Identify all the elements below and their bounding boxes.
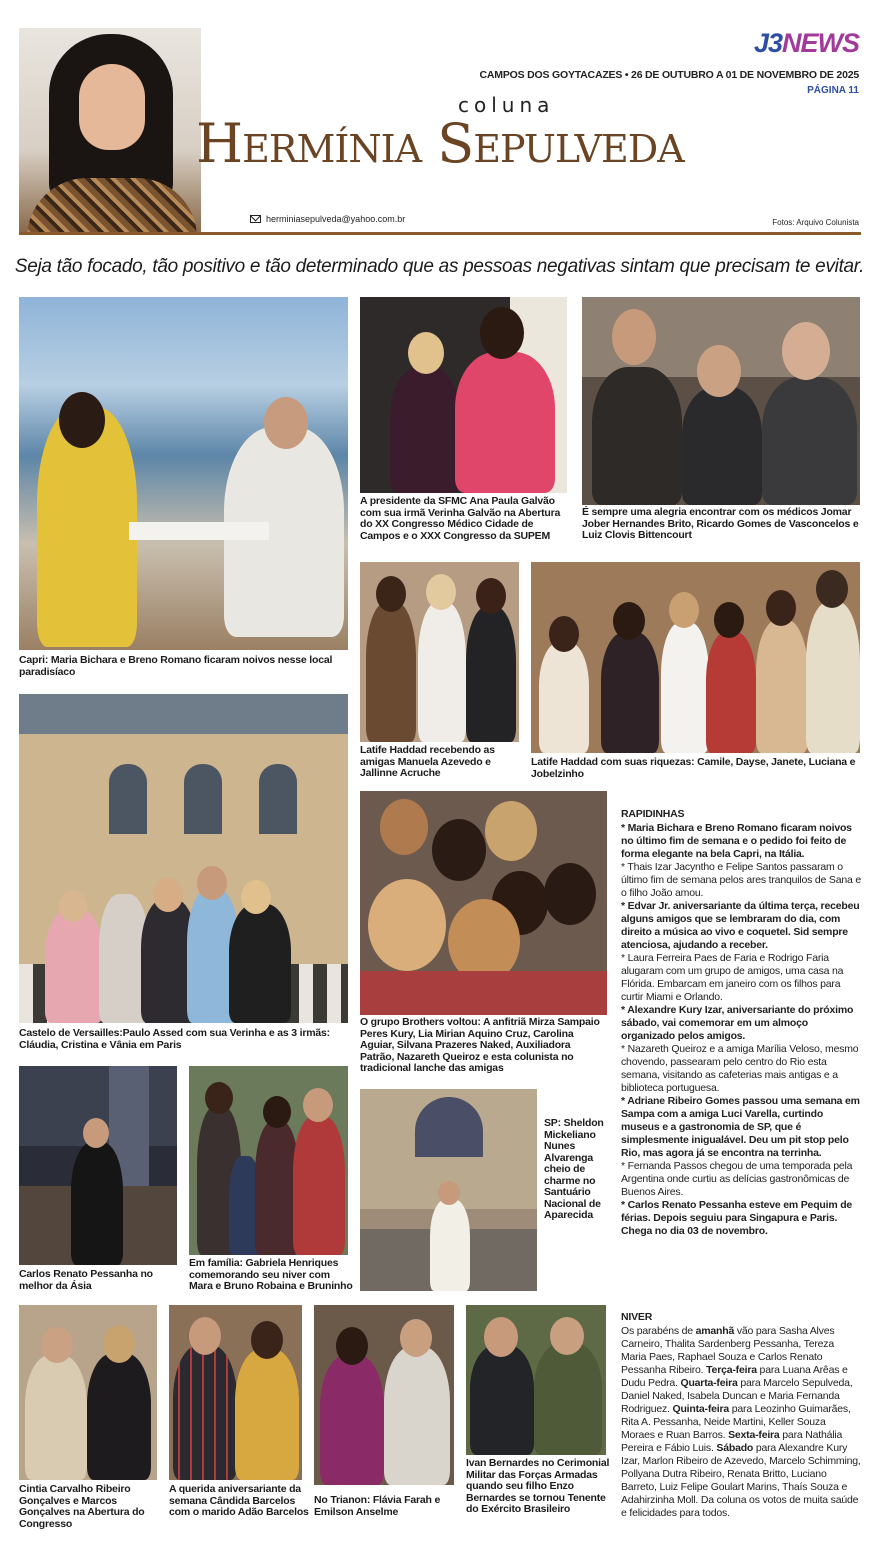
newspaper-logo[interactable]: J3NEWS <box>753 28 859 58</box>
niver-title: NIVER <box>621 1311 653 1323</box>
rapidinhas-item: * Carlos Renato Pessanha esteve em Pequim de férias. Depois seguiu para Singapura e Paris. Chega no dia 03 de novembro. <box>621 1199 853 1237</box>
rapidinhas-item: * Fernanda Passos chegou de uma temporada pela Argentina onde curtiu as delícias gastronômicas de Buenos Aires. <box>621 1160 853 1198</box>
rapidinhas-item: * Adriane Ribeiro Gomes passou uma semana em Sampa com a amiga Luci Varella, curtindo museus e a gastronomia de SP, que é simplesmente inigualável. Deu um pit stop pelo Rio, mas agora já se encontra na terrinha. <box>621 1095 860 1159</box>
photo-credit: Fotos: Arquivo Colunista <box>772 218 859 227</box>
niver-text: Os parabéns de amanhã vão para Sasha Alves Carneiro, Thalita Sardenberg Pessanha, Tereza Maria Paes, Raphael Souza e Carlos Renato Pessanha Ribeiro. Terça-feira para Luana Arêas e Dudu Pedra. Quarta-feira para Marcelo Sepulveda, Daniel Naked, Isabela Duncan e Maria Fernanda Rodriguez. Quinta-feira para Leozinho Guimarães, Rita A. Pessanha, Neide Martini, Keller Souza Moraes e Ruan Barros. Sexta-feira para Nathália Pereira e Fábio Luis. Sábado para Alexandre Kury Izar, Marlon Ribeiro de Azevedo, Marcelo Schimming, Pollyana Dutra Ribeiro, Renata Britto, Luciano Barreto, Luiz Felipe Goulart Marins, Thaís Souza e Adahirzinha Moll. Da coluna os votos de muita saúde e felicidades para todos. <box>621 1325 861 1519</box>
photo-capri <box>19 297 348 650</box>
photo-sfmc <box>360 297 567 493</box>
rapidinhas-item: * Maria Bichara e Breno Romano ficaram noivos no último fim de semana e o pedido foi feito de forma elegante na bela Capri, na Itália. <box>621 822 852 860</box>
photo-ivan <box>466 1305 606 1455</box>
column-label: coluna <box>458 93 555 117</box>
caption-medicos: É sempre uma alegria encontrar com os médicos Jomar Jober Hernandes Brito, Ricardo Gomes de Vasconcelos e Luiz Clovis Bittencourt <box>582 506 859 541</box>
rapidinhas-item: * Nazareth Queiroz e a amiga Marília Veloso, mesmo chovendo, passearam pelo centro do Rio esta semana, visitando as cafeterias mais antigas e a biblioteca portuguesa. <box>621 1043 859 1094</box>
caption-trianon: No Trianon: Flávia Farah e Emilson Anselme <box>314 1494 441 1518</box>
page-number: PÁGINA 11 <box>807 85 859 96</box>
motto: Seja tão focado, tão positivo e tão determinado que as pessoas negativas sintam que precisam te evitar. <box>14 256 865 277</box>
caption-candida: A querida aniversariante da semana Cândida Barcelos com o marido Adão Barcelos <box>169 1483 309 1518</box>
caption-latife-1: Latife Haddad recebendo as amigas Manuela Azevedo e Jallinne Acruche <box>360 744 495 779</box>
rapidinhas-column <box>621 808 861 1238</box>
caption-carlos: Carlos Renato Pessanha no melhor da Ásia <box>19 1268 153 1292</box>
envelope-icon <box>250 215 261 223</box>
photo-versailles <box>19 694 348 1023</box>
photo-familia <box>189 1066 348 1255</box>
rapidinhas-title: RAPIDINHAS <box>621 808 685 820</box>
photo-latife-2 <box>531 562 860 753</box>
photo-medicos <box>582 297 860 505</box>
niver-column <box>621 1311 861 1520</box>
dateline: CAMPOS DOS GOYTACAZES • 26 DE OUTUBRO A 01 DE NOVEMBRO DE 2025 <box>479 69 859 81</box>
rapidinhas-item: * Thais Izar Jacynthо e Felipe Santos passaram o último fim de semana pelos ares tranquilos de Sana e o filho João amou. <box>621 861 861 899</box>
caption-cintia: Cintia Carvalho Ribeiro Gonçalves e Marcos Gonçalves na Abertura do Congresso <box>19 1483 145 1530</box>
rapidinhas-item: * Laura Ferreira Paes de Faria e Rodrigo Faria alugaram com um grupo de amigos, uma casa na Flórida. Embarcam em janeiro com os filhos para curtir Miami e Orlando. <box>621 952 844 1003</box>
photo-trianon <box>314 1305 454 1485</box>
photo-candida <box>169 1305 302 1480</box>
photo-sp <box>360 1089 537 1291</box>
rapidinhas-item: * Alexandre Kury Izar, aniversariante do próximo sábado, vai comemorar em um almoço organizado pelos amigos. <box>621 1004 854 1042</box>
caption-ivan: Ivan Bernardes no Cerimonial Militar das Forças Armadas quando seu filho Enzo Bernardes se tornou Tenente do Exército Brasileiro <box>466 1457 610 1515</box>
caption-sp: SP: Sheldon Mickeliano Nunes Alvarenga cheio de charme no Santuário Nacional de Aparecida <box>544 1117 604 1221</box>
caption-capri: Capri: Maria Bichara e Breno Romano ficaram noivos nesse local paradisíaco <box>19 654 333 678</box>
header-divider <box>19 232 861 235</box>
photo-latife-1 <box>360 562 519 742</box>
caption-familia: Em família: Gabriela Henriques comemorando seu niver com Mara e Bruno Robaina e Bruninho <box>189 1257 353 1292</box>
photo-carlos <box>19 1066 177 1265</box>
columnist-name: Hermínia Sepulveda <box>196 112 684 175</box>
email-link[interactable]: herminiasepulveda@yahoo.com.br <box>266 214 406 224</box>
caption-sfmc: A presidente da SFMC Ana Paula Galvão com sua irmã Verinha Galvão na Abertura do XX Congresso Médico Cidade de Campos e o XXX Congresso da SUPEM <box>360 495 561 542</box>
rapidinhas-item: * Edvar Jr. aniversariante da última terça, recebeu alguns amigos que se lembraram do dia, com direito a música ao vivo e coquetel. Sid sempre atenciosa, ajudando a receber. <box>621 900 860 951</box>
caption-latife-2: Latife Haddad com suas riquezas: Camile, Dayse, Janete, Luciana e Jobelzinho <box>531 756 856 780</box>
columnist-email[interactable] <box>250 214 405 224</box>
photo-cintia <box>19 1305 157 1480</box>
photo-brothers <box>360 791 607 1015</box>
caption-versailles: Castelo de Versailles:Paulo Assed com sua Verinha e as 3 irmãs: Cláudia, Cristina e Vânia em Paris <box>19 1027 330 1051</box>
columnist-portrait <box>19 28 201 232</box>
caption-brothers: O grupo Brothers voltou: A anfitriã Mirza Sampaio Peres Kury, Lia Mirian Aquino Cruz, Carolina Aguiar, Silvana Prazeres Naked, Auxiliadora Patrão, Nazareth Queiroz e esta colunista no tradicional lanche das amigas <box>360 1016 600 1074</box>
